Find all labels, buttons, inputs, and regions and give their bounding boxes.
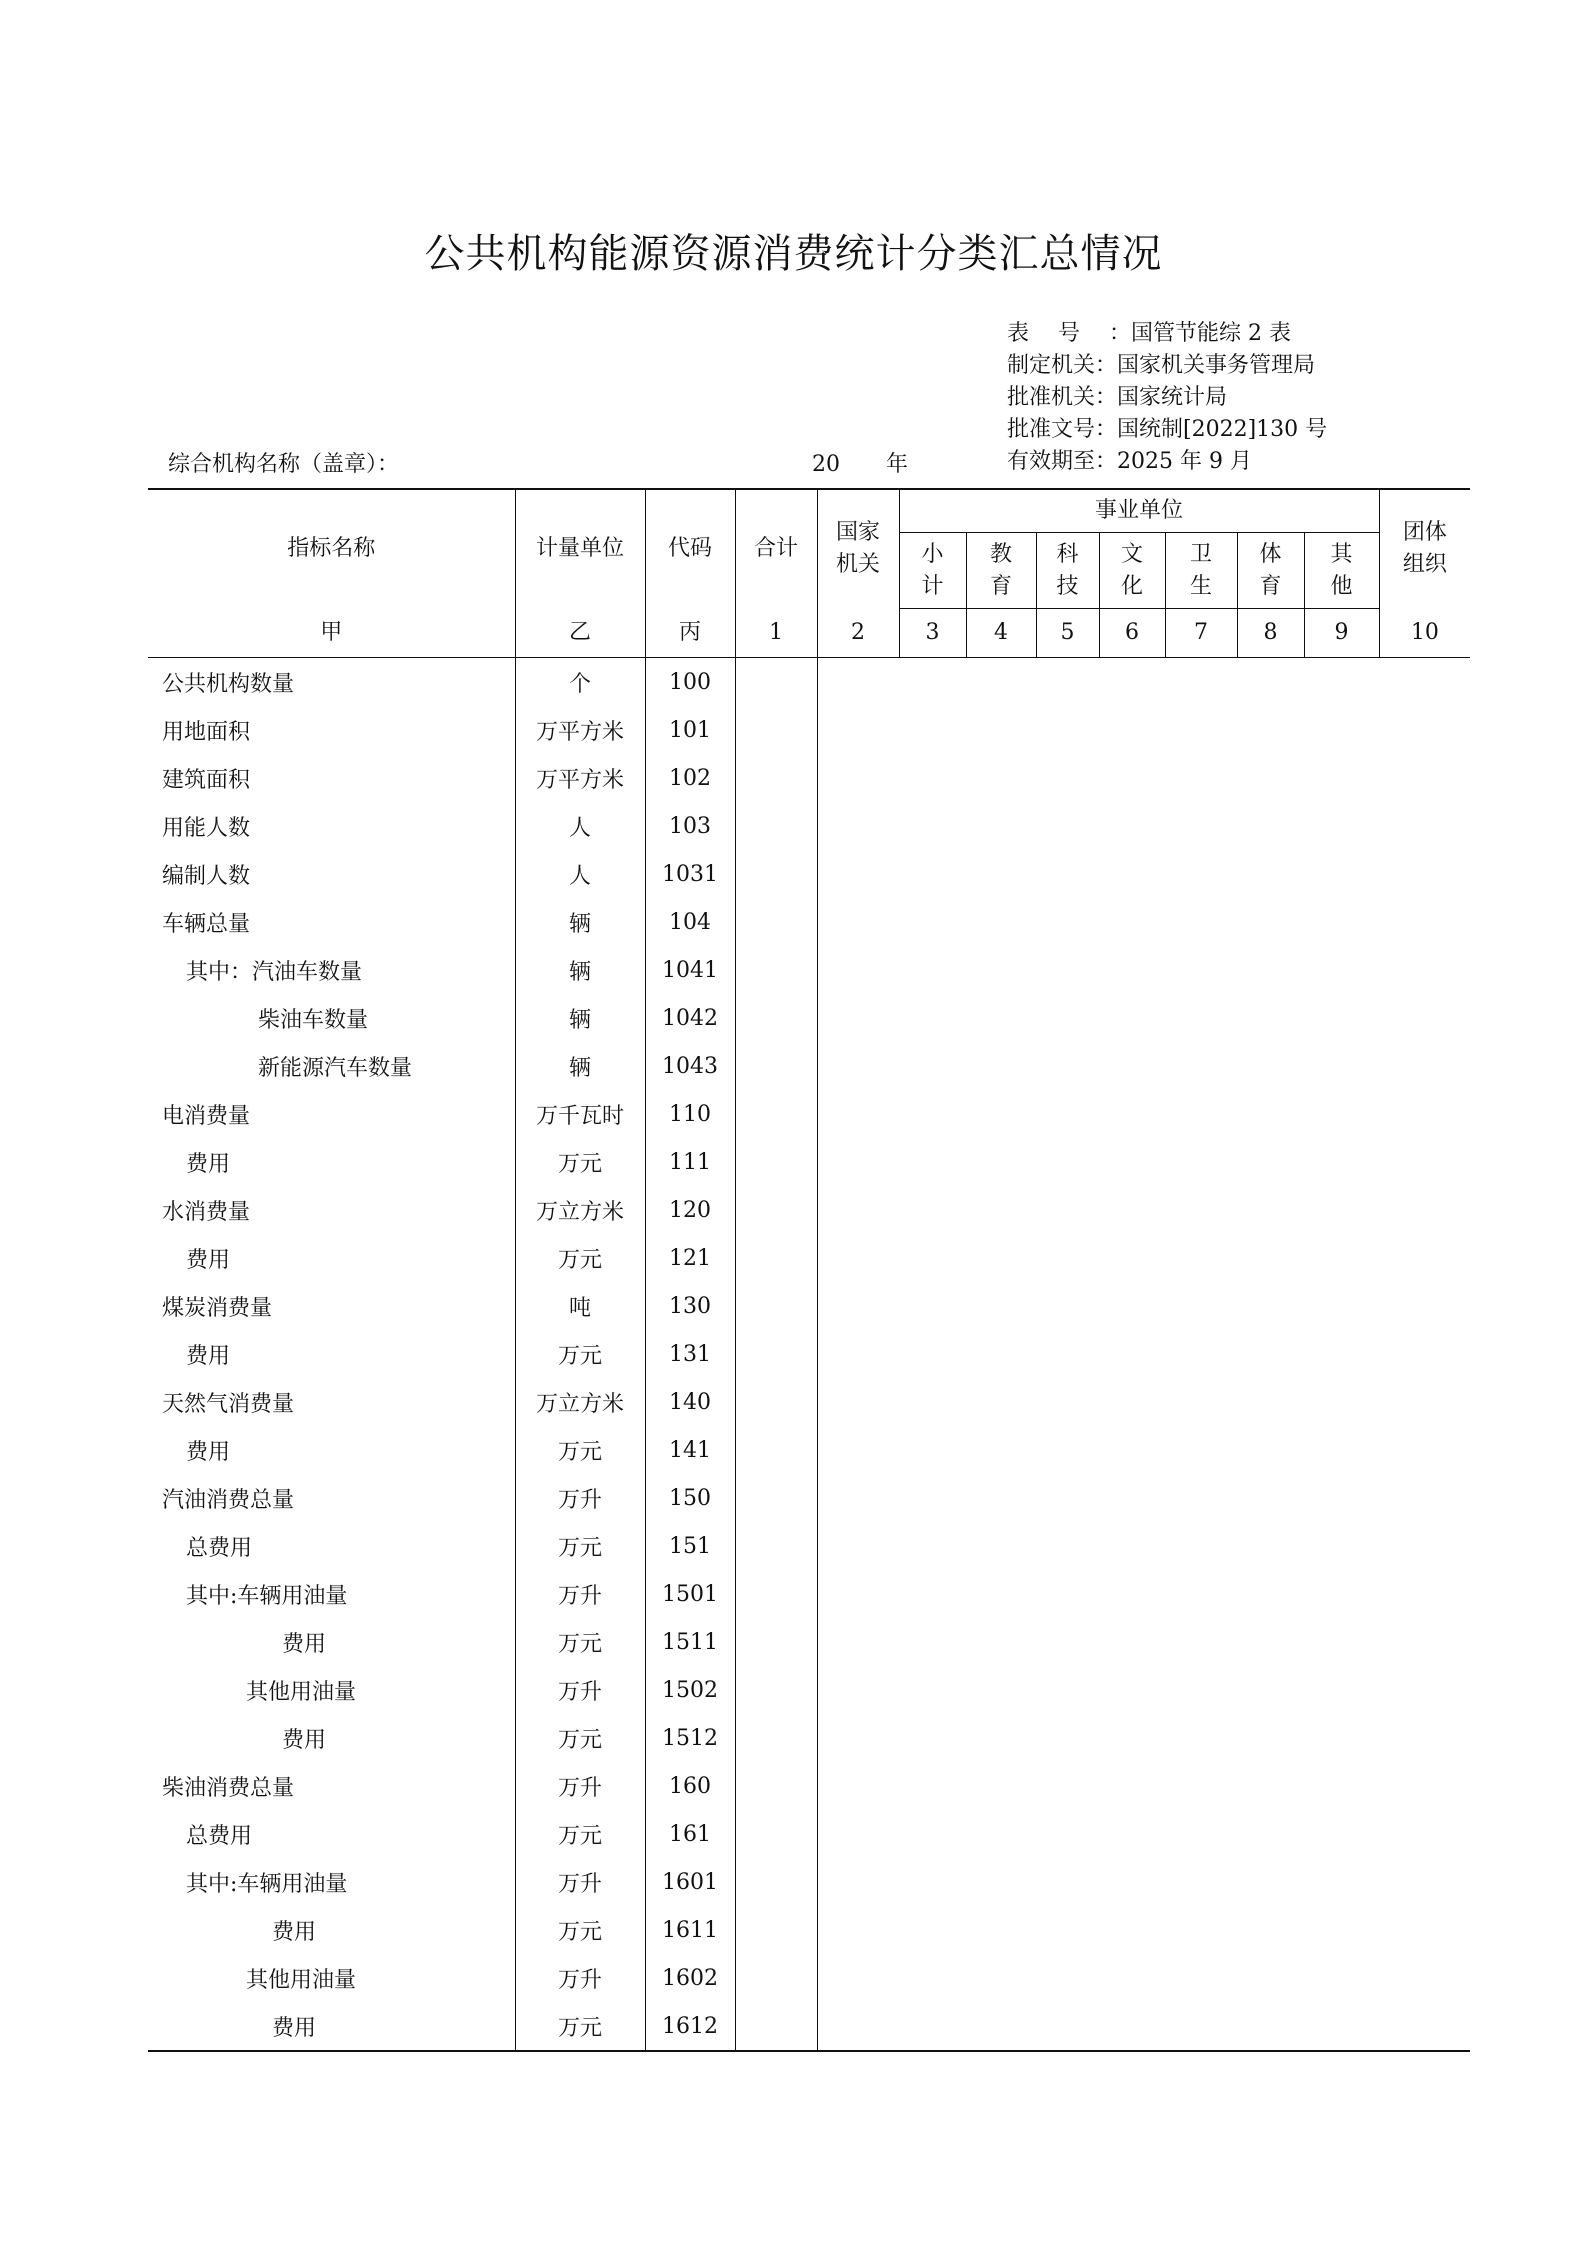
row-indicator-name: 费用 bbox=[148, 1714, 515, 1762]
meta-value: 国统制[2022]130 号 bbox=[1117, 417, 1328, 442]
row-unit: 万立方米 bbox=[515, 1378, 645, 1426]
row-unit: 辆 bbox=[515, 994, 645, 1042]
row-unit: 万元 bbox=[515, 1906, 645, 1954]
row-indicator-name: 其他用油量 bbox=[148, 1954, 515, 2002]
header-line: 计 bbox=[921, 573, 944, 599]
row-unit: 万升 bbox=[515, 1762, 645, 1810]
row-code: 161 bbox=[645, 1810, 735, 1858]
row-indicator-name: 其中:车辆用油量 bbox=[148, 1858, 515, 1906]
header-indicator: 指标名称 bbox=[148, 489, 515, 609]
row-data-cells bbox=[817, 1426, 1470, 1474]
page-title: 公共机构能源资源消费统计分类汇总情况 bbox=[424, 231, 1163, 277]
row-total-cell bbox=[735, 802, 817, 850]
header-health bbox=[1165, 533, 1237, 609]
row-code: 1042 bbox=[645, 994, 735, 1042]
meta-value: 2025 年 9 月 bbox=[1117, 449, 1252, 474]
table-row bbox=[148, 1714, 1470, 1762]
row-data-cells bbox=[817, 946, 1470, 994]
meta-valid-until bbox=[1007, 446, 1327, 478]
table-row bbox=[148, 1570, 1470, 1618]
row-total-cell bbox=[735, 1378, 817, 1426]
row-code: 1511 bbox=[645, 1618, 735, 1666]
row-unit: 万元 bbox=[515, 1522, 645, 1570]
row-code: 1501 bbox=[645, 1570, 735, 1618]
row-data-cells bbox=[817, 1522, 1470, 1570]
table-row bbox=[148, 850, 1470, 898]
table-row bbox=[148, 1234, 1470, 1282]
row-data-cells bbox=[817, 1474, 1470, 1522]
header-public-institutions: 事业单位 bbox=[899, 489, 1379, 533]
header-code: 代码 bbox=[645, 489, 735, 609]
row-indicator-name: 用能人数 bbox=[148, 802, 515, 850]
row-indicator-name: 柴油车数量 bbox=[148, 994, 515, 1042]
table-row bbox=[148, 946, 1470, 994]
row-code: 120 bbox=[645, 1186, 735, 1234]
header-line: 生 bbox=[1189, 573, 1212, 599]
header-line: 机关 bbox=[835, 552, 880, 578]
meta-key: 有效期至 bbox=[1007, 449, 1096, 474]
row-indicator-name: 费用 bbox=[148, 1426, 515, 1474]
row-total-cell bbox=[735, 1762, 817, 1810]
row-total-cell bbox=[735, 706, 817, 754]
row-code: 130 bbox=[645, 1282, 735, 1330]
row-code: 1512 bbox=[645, 1714, 735, 1762]
table-row bbox=[148, 1522, 1470, 1570]
header-line: 化 bbox=[1120, 573, 1143, 599]
column-code: 3 bbox=[899, 609, 966, 658]
row-data-cells bbox=[817, 1810, 1470, 1858]
row-indicator-name: 总费用 bbox=[148, 1522, 515, 1570]
row-indicator-name: 其他用油量 bbox=[148, 1666, 515, 1714]
row-total-cell bbox=[735, 1570, 817, 1618]
row-code: 140 bbox=[645, 1378, 735, 1426]
row-data-cells bbox=[817, 1762, 1470, 1810]
table-row bbox=[148, 1330, 1470, 1378]
row-code: 102 bbox=[645, 754, 735, 802]
row-total-cell bbox=[735, 2002, 817, 2051]
row-data-cells bbox=[817, 1954, 1470, 2002]
table-body bbox=[148, 658, 1470, 2052]
row-unit: 辆 bbox=[515, 1042, 645, 1090]
row-data-cells bbox=[817, 1714, 1470, 1762]
row-code: 100 bbox=[645, 658, 735, 707]
row-unit: 万元 bbox=[515, 1330, 645, 1378]
table-row bbox=[148, 1378, 1470, 1426]
table-row bbox=[148, 1474, 1470, 1522]
row-indicator-name: 汽油消费总量 bbox=[148, 1474, 515, 1522]
meta-key: 制定机关 bbox=[1007, 353, 1096, 378]
row-total-cell bbox=[735, 1090, 817, 1138]
row-indicator-name: 公共机构数量 bbox=[148, 658, 515, 707]
row-unit: 万立方米 bbox=[515, 1186, 645, 1234]
table-row bbox=[148, 1906, 1470, 1954]
table-row bbox=[148, 1090, 1470, 1138]
row-code: 1611 bbox=[645, 1906, 735, 1954]
row-total-cell bbox=[735, 1618, 817, 1666]
header-sports bbox=[1237, 533, 1304, 609]
row-total-cell bbox=[735, 754, 817, 802]
table-row bbox=[148, 994, 1470, 1042]
column-code: 1 bbox=[735, 609, 817, 658]
row-unit: 万平方米 bbox=[515, 754, 645, 802]
row-code: 104 bbox=[645, 898, 735, 946]
row-total-cell bbox=[735, 1906, 817, 1954]
column-code: 9 bbox=[1304, 609, 1379, 658]
table-row bbox=[148, 1810, 1470, 1858]
row-data-cells bbox=[817, 1138, 1470, 1186]
row-data-cells bbox=[817, 658, 1470, 707]
row-total-cell bbox=[735, 1522, 817, 1570]
column-code: 5 bbox=[1036, 609, 1099, 658]
meta-approver bbox=[1007, 382, 1327, 414]
row-code: 151 bbox=[645, 1522, 735, 1570]
meta-sep: ： bbox=[1095, 385, 1118, 410]
meta-sep: ： bbox=[1095, 449, 1118, 474]
row-data-cells bbox=[817, 898, 1470, 946]
row-indicator-name: 用地面积 bbox=[148, 706, 515, 754]
row-code: 121 bbox=[645, 1234, 735, 1282]
table-row bbox=[148, 898, 1470, 946]
row-indicator-name: 其中：汽油车数量 bbox=[148, 946, 515, 994]
year-label bbox=[812, 447, 908, 478]
row-code: 111 bbox=[645, 1138, 735, 1186]
row-indicator-name: 建筑面积 bbox=[148, 754, 515, 802]
row-total-cell bbox=[735, 1666, 817, 1714]
table-row bbox=[148, 1762, 1470, 1810]
column-code: 8 bbox=[1237, 609, 1304, 658]
year-prefix: 20 bbox=[812, 452, 840, 477]
row-total-cell bbox=[735, 1330, 817, 1378]
table-row bbox=[148, 1618, 1470, 1666]
row-data-cells bbox=[817, 850, 1470, 898]
table-row bbox=[148, 1426, 1470, 1474]
row-data-cells bbox=[817, 1618, 1470, 1666]
row-indicator-name: 电消费量 bbox=[148, 1090, 515, 1138]
header-line: 其 bbox=[1330, 541, 1353, 567]
column-code: 4 bbox=[966, 609, 1036, 658]
header-unit: 计量单位 bbox=[515, 489, 645, 609]
meta-key: 批准文号 bbox=[1007, 417, 1096, 442]
row-total-cell bbox=[735, 1234, 817, 1282]
row-total-cell bbox=[735, 1714, 817, 1762]
row-code: 1043 bbox=[645, 1042, 735, 1090]
row-indicator-name: 费用 bbox=[148, 1618, 515, 1666]
row-unit: 万元 bbox=[515, 1426, 645, 1474]
row-indicator-name: 柴油消费总量 bbox=[148, 1762, 515, 1810]
header-line: 卫 bbox=[1189, 541, 1212, 567]
row-indicator-name: 费用 bbox=[148, 1138, 515, 1186]
header-line: 文 bbox=[1120, 541, 1143, 567]
row-indicator-name: 总费用 bbox=[148, 1810, 515, 1858]
table-row bbox=[148, 754, 1470, 802]
meta-issuer bbox=[1007, 350, 1327, 382]
header-line: 组织 bbox=[1402, 552, 1447, 578]
row-data-cells bbox=[817, 1042, 1470, 1090]
row-unit: 万元 bbox=[515, 1618, 645, 1666]
header-line: 体 bbox=[1259, 541, 1282, 567]
meta-form-number bbox=[1007, 318, 1327, 350]
row-total-cell bbox=[735, 1954, 817, 2002]
row-data-cells bbox=[817, 1858, 1470, 1906]
row-indicator-name: 费用 bbox=[148, 1330, 515, 1378]
header-line: 育 bbox=[989, 573, 1012, 599]
table-row bbox=[148, 1138, 1470, 1186]
row-total-cell bbox=[735, 946, 817, 994]
header-line: 教 bbox=[989, 541, 1012, 567]
row-code: 103 bbox=[645, 802, 735, 850]
header-line: 国家 bbox=[835, 520, 880, 546]
row-code: 1601 bbox=[645, 1858, 735, 1906]
row-data-cells bbox=[817, 802, 1470, 850]
row-indicator-name: 新能源汽车数量 bbox=[148, 1042, 515, 1090]
table-row bbox=[148, 1858, 1470, 1906]
form-meta bbox=[1007, 318, 1327, 478]
column-code: 6 bbox=[1099, 609, 1165, 658]
header-education bbox=[966, 533, 1036, 609]
header-line: 技 bbox=[1056, 573, 1079, 599]
row-unit: 万元 bbox=[515, 2002, 645, 2051]
column-code: 乙 bbox=[515, 609, 645, 658]
row-unit: 万升 bbox=[515, 1666, 645, 1714]
row-total-cell bbox=[735, 1282, 817, 1330]
row-data-cells bbox=[817, 994, 1470, 1042]
row-code: 141 bbox=[645, 1426, 735, 1474]
row-data-cells bbox=[817, 1282, 1470, 1330]
header-culture bbox=[1099, 533, 1165, 609]
row-code: 131 bbox=[645, 1330, 735, 1378]
table-row bbox=[148, 1186, 1470, 1234]
row-total-cell bbox=[735, 1042, 817, 1090]
row-total-cell bbox=[735, 1474, 817, 1522]
column-code: 2 bbox=[817, 609, 899, 658]
row-code: 160 bbox=[645, 1762, 735, 1810]
meta-key: 表号 bbox=[1007, 321, 1110, 346]
row-code: 1502 bbox=[645, 1666, 735, 1714]
row-total-cell bbox=[735, 1858, 817, 1906]
row-data-cells bbox=[817, 1234, 1470, 1282]
row-data-cells bbox=[817, 1906, 1470, 1954]
row-total-cell bbox=[735, 1426, 817, 1474]
table-row bbox=[148, 1042, 1470, 1090]
row-total-cell bbox=[735, 1810, 817, 1858]
row-unit: 万元 bbox=[515, 1810, 645, 1858]
row-code: 1031 bbox=[645, 850, 735, 898]
row-unit: 个 bbox=[515, 658, 645, 707]
row-code: 1041 bbox=[645, 946, 735, 994]
row-indicator-name: 水消费量 bbox=[148, 1186, 515, 1234]
row-indicator-name: 编制人数 bbox=[148, 850, 515, 898]
column-code: 7 bbox=[1165, 609, 1237, 658]
row-code: 110 bbox=[645, 1090, 735, 1138]
meta-sep: ： bbox=[1095, 353, 1118, 378]
table-row bbox=[148, 658, 1470, 707]
row-unit: 人 bbox=[515, 850, 645, 898]
table-row bbox=[148, 706, 1470, 754]
table-row bbox=[148, 1666, 1470, 1714]
row-unit: 万升 bbox=[515, 1858, 645, 1906]
row-data-cells bbox=[817, 1666, 1470, 1714]
meta-value: 国家统计局 bbox=[1117, 385, 1228, 410]
table-row bbox=[148, 802, 1470, 850]
row-data-cells bbox=[817, 1378, 1470, 1426]
header-sci-tech bbox=[1036, 533, 1099, 609]
row-unit: 万元 bbox=[515, 1714, 645, 1762]
org-name-label: 综合机构名称（盖章）： bbox=[168, 452, 400, 477]
meta-sep: ： bbox=[1095, 417, 1118, 442]
row-indicator-name: 煤炭消费量 bbox=[148, 1282, 515, 1330]
row-unit: 吨 bbox=[515, 1282, 645, 1330]
row-unit: 万元 bbox=[515, 1138, 645, 1186]
column-code: 10 bbox=[1379, 609, 1470, 658]
row-unit: 万升 bbox=[515, 1570, 645, 1618]
row-unit: 万千瓦时 bbox=[515, 1090, 645, 1138]
row-total-cell bbox=[735, 898, 817, 946]
row-unit: 辆 bbox=[515, 946, 645, 994]
header-other bbox=[1304, 533, 1379, 609]
header-line: 他 bbox=[1330, 573, 1353, 599]
column-code: 甲 bbox=[148, 609, 515, 658]
row-data-cells bbox=[817, 1570, 1470, 1618]
row-indicator-name: 费用 bbox=[148, 1906, 515, 1954]
row-data-cells bbox=[817, 1186, 1470, 1234]
row-data-cells bbox=[817, 754, 1470, 802]
meta-value: 国管节能综 2 表 bbox=[1131, 321, 1292, 346]
column-code: 丙 bbox=[645, 609, 735, 658]
table-row bbox=[148, 1282, 1470, 1330]
header-line: 育 bbox=[1259, 573, 1282, 599]
header-state-organs bbox=[817, 489, 899, 609]
row-code: 1602 bbox=[645, 1954, 735, 2002]
row-unit: 万元 bbox=[515, 1234, 645, 1282]
header-line: 小 bbox=[921, 541, 944, 567]
row-code: 101 bbox=[645, 706, 735, 754]
row-indicator-name: 天然气消费量 bbox=[148, 1378, 515, 1426]
row-unit: 辆 bbox=[515, 898, 645, 946]
meta-value: 国家机关事务管理局 bbox=[1117, 353, 1316, 378]
row-indicator-name: 其中:车辆用油量 bbox=[148, 1570, 515, 1618]
header-line: 科 bbox=[1056, 541, 1079, 567]
row-code: 150 bbox=[645, 1474, 735, 1522]
row-unit: 万升 bbox=[515, 1474, 645, 1522]
row-unit: 万平方米 bbox=[515, 706, 645, 754]
statistics-table bbox=[148, 488, 1470, 2052]
row-total-cell bbox=[735, 1186, 817, 1234]
row-data-cells bbox=[817, 706, 1470, 754]
row-data-cells bbox=[817, 1330, 1470, 1378]
row-data-cells bbox=[817, 2002, 1470, 2051]
meta-approval-number bbox=[1007, 414, 1327, 446]
header-total: 合计 bbox=[735, 489, 817, 609]
table-row bbox=[148, 1954, 1470, 2002]
header-groups bbox=[1379, 489, 1470, 609]
row-total-cell bbox=[735, 994, 817, 1042]
row-code: 1612 bbox=[645, 2002, 735, 2051]
meta-key: 批准机关 bbox=[1007, 385, 1096, 410]
row-total-cell bbox=[735, 850, 817, 898]
row-indicator-name: 车辆总量 bbox=[148, 898, 515, 946]
row-data-cells bbox=[817, 1090, 1470, 1138]
meta-sep: ： bbox=[1109, 321, 1132, 346]
row-unit: 万升 bbox=[515, 1954, 645, 2002]
row-total-cell bbox=[735, 1138, 817, 1186]
table-row bbox=[148, 2002, 1470, 2051]
header-line: 团体 bbox=[1402, 520, 1447, 546]
year-suffix: 年 bbox=[886, 452, 909, 477]
row-indicator-name: 费用 bbox=[148, 2002, 515, 2051]
row-indicator-name: 费用 bbox=[148, 1234, 515, 1282]
header-subtotal bbox=[899, 533, 966, 609]
row-total-cell bbox=[735, 658, 817, 707]
row-unit: 人 bbox=[515, 802, 645, 850]
